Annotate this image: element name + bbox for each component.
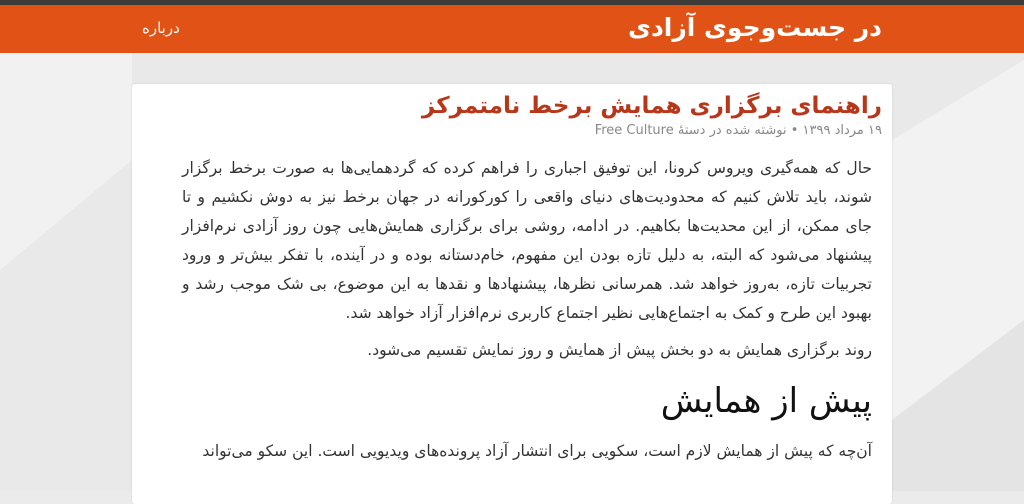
site-header (0, 5, 1024, 53)
section-paragraph: آن‌چه که پیش از همایش لازم است، سکویی برای انتشار آزاد پرونده‌های ویدیویی است. این سکو می‌تواند (202, 442, 872, 460)
posted-in-label: نوشته شده در دستهٔ (673, 123, 787, 138)
post-date: ۱۹ مرداد ۱۳۹۹ (802, 123, 882, 138)
post-paragraph: روند برگزاری همایش به دو بخش پیش از همایش و روز نمایش تقسیم می‌شود. (367, 341, 872, 359)
site-title[interactable]: در جست‌وجوی آزادی (628, 13, 882, 42)
meta-separator: • (786, 123, 803, 138)
category-link[interactable]: Free Culture (594, 123, 674, 138)
post-paragraph: حال که همه‌گیری ویروس کرونا، این توفیق اجباری را فراهم کرده که گردهمایی‌ها به صورت برخط برگزار شوند، باید تلاش کنیم که محدودیت‌های دنیای واقعی را کورکورانه در جهان برخط نیز به دوش نکشیم و تا جای ممکن، از این محدیت‌ها بکاهیم. در ادامه، روشی برای برگزاری همایش‌هایی چون روز آزادی نرم‌افزار پیشنهاد می‌شود که البته، به دلیل تازه بودن این مفهوم، خام‌دستانه بوده و در آینده، با تفکر بیش‌تر و ورود تجربیات تازه، به‌روز خواهد شد. همرسانی نظرها، پیشنهادها و نقدها به این موضوع، بی شک موجب رشد و بهبود این طرح و کمک به اجتماع‌هایی نظیر اجتماع کاربری نرم‌افزار آزاد خواهد شد. (182, 159, 872, 322)
post-card (132, 84, 892, 504)
section-heading: پیش از همایش (660, 381, 872, 421)
nav-about-link[interactable]: درباره (142, 19, 180, 37)
post-meta (595, 122, 882, 140)
post-title[interactable]: راهنمای برگزاری همایش برخط نامتمرکز (421, 93, 882, 119)
post-content (182, 154, 872, 474)
